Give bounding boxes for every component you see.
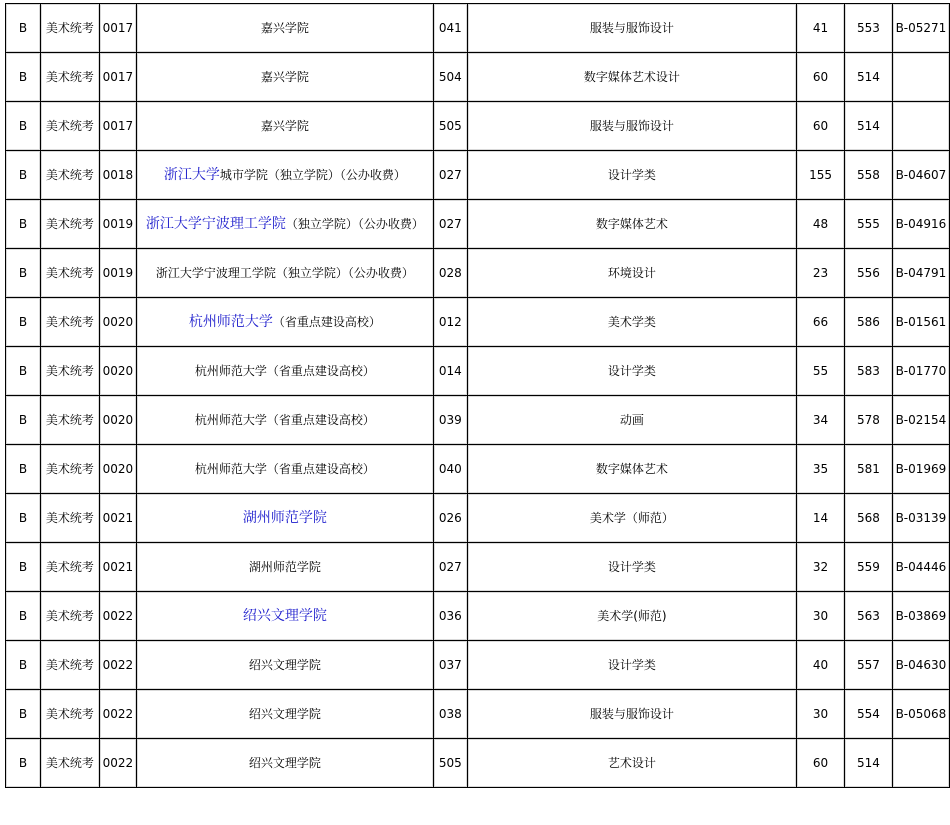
school-code-cell: 0017 <box>99 4 136 53</box>
school-name-cell <box>136 151 433 200</box>
plan-count-cell: 23 <box>797 249 845 298</box>
school-code-cell: 0020 <box>99 445 136 494</box>
table-row <box>6 102 950 151</box>
major-name-cell: 环境设计 <box>467 249 796 298</box>
category-cell: 美术统考 <box>40 102 99 151</box>
school-text: 嘉兴学院 <box>260 21 309 35</box>
school-name-cell <box>136 543 433 592</box>
school-text: 杭州师范大学（省重点建设高校） <box>194 364 375 378</box>
major-code-cell: 028 <box>433 249 467 298</box>
table-row <box>6 396 950 445</box>
school-text: 绍兴文理学院 <box>248 658 321 672</box>
major-code-cell: 014 <box>433 347 467 396</box>
school-name-cell <box>136 445 433 494</box>
major-code-cell: 041 <box>433 4 467 53</box>
school-text: 嘉兴学院 <box>260 119 309 133</box>
min-score-cell: 559 <box>845 543 893 592</box>
rank-cell: B-03139 <box>892 494 949 543</box>
plan-count-cell: 155 <box>797 151 845 200</box>
plan-count-cell: 48 <box>797 200 845 249</box>
school-code-cell: 0022 <box>99 739 136 788</box>
major-name-cell: 数字媒体艺术设计 <box>467 53 796 102</box>
school-name-cell <box>136 494 433 543</box>
category-cell: 美术统考 <box>40 347 99 396</box>
category-cell: 美术统考 <box>40 739 99 788</box>
school-code-cell: 0022 <box>99 690 136 739</box>
major-name-cell: 数字媒体艺术 <box>467 445 796 494</box>
school-name-cell <box>136 4 433 53</box>
category-cell: 美术统考 <box>40 249 99 298</box>
plan-count-cell: 32 <box>797 543 845 592</box>
batch-cell: B <box>6 641 41 690</box>
school-code-cell: 0022 <box>99 592 136 641</box>
table-row <box>6 641 950 690</box>
major-name-cell: 服装与服饰设计 <box>467 690 796 739</box>
plan-count-cell: 40 <box>797 641 845 690</box>
rank-cell: B-04791 <box>892 249 949 298</box>
school-name-cell <box>136 641 433 690</box>
school-name-cell <box>136 347 433 396</box>
school-text: 杭州师范大学（省重点建设高校） <box>194 462 375 476</box>
table-row <box>6 347 950 396</box>
school-code-cell: 0019 <box>99 200 136 249</box>
rank-cell: B-04446 <box>892 543 949 592</box>
category-cell: 美术统考 <box>40 53 99 102</box>
major-name-cell: 设计学类 <box>467 641 796 690</box>
category-cell: 美术统考 <box>40 200 99 249</box>
min-score-cell: 586 <box>845 298 893 347</box>
major-code-cell: 504 <box>433 53 467 102</box>
table-row <box>6 4 950 53</box>
major-name-cell: 服装与服饰设计 <box>467 102 796 151</box>
min-score-cell: 557 <box>845 641 893 690</box>
major-code-cell: 027 <box>433 543 467 592</box>
school-code-cell: 0019 <box>99 249 136 298</box>
major-name-cell: 美术学(师范) <box>467 592 796 641</box>
school-name-cell <box>136 690 433 739</box>
category-cell: 美术统考 <box>40 641 99 690</box>
table-row <box>6 445 950 494</box>
school-code-cell: 0021 <box>99 543 136 592</box>
batch-cell: B <box>6 53 41 102</box>
min-score-cell: 514 <box>845 739 893 788</box>
major-name-cell: 数字媒体艺术 <box>467 200 796 249</box>
rank-cell: B-04630 <box>892 641 949 690</box>
school-name-cell <box>136 592 433 641</box>
rank-cell: B-05271 <box>892 4 949 53</box>
category-cell: 美术统考 <box>40 298 99 347</box>
school-link[interactable]: 杭州师范大学 <box>188 314 273 330</box>
school-link[interactable]: 浙江大学 <box>163 167 220 183</box>
min-score-cell: 556 <box>845 249 893 298</box>
major-name-cell: 艺术设计 <box>467 739 796 788</box>
rank-cell: B-05068 <box>892 690 949 739</box>
batch-cell: B <box>6 592 41 641</box>
school-name-cell <box>136 739 433 788</box>
school-code-cell: 0020 <box>99 298 136 347</box>
school-code-cell: 0020 <box>99 347 136 396</box>
category-cell: 美术统考 <box>40 592 99 641</box>
table-row <box>6 53 950 102</box>
school-text: 杭州师范大学（省重点建设高校） <box>194 413 375 427</box>
school-text: 绍兴文理学院 <box>248 707 321 721</box>
major-code-cell: 505 <box>433 102 467 151</box>
batch-cell: B <box>6 543 41 592</box>
school-text: 城市学院（独立学院）（公办收费） <box>219 168 406 182</box>
school-name-cell <box>136 102 433 151</box>
school-name-cell <box>136 298 433 347</box>
plan-count-cell: 60 <box>797 53 845 102</box>
plan-count-cell: 60 <box>797 102 845 151</box>
school-name-cell <box>136 249 433 298</box>
min-score-cell: 558 <box>845 151 893 200</box>
school-text: 嘉兴学院 <box>260 70 309 84</box>
admission-table <box>5 3 950 788</box>
school-code-cell: 0017 <box>99 102 136 151</box>
rank-cell: B-01969 <box>892 445 949 494</box>
table-row <box>6 543 950 592</box>
batch-cell: B <box>6 4 41 53</box>
category-cell: 美术统考 <box>40 543 99 592</box>
min-score-cell: 583 <box>845 347 893 396</box>
major-code-cell: 038 <box>433 690 467 739</box>
rank-cell <box>892 102 949 151</box>
major-code-cell: 027 <box>433 200 467 249</box>
school-text: （独立学院）（公办收费） <box>285 217 424 231</box>
rank-cell: B-04916 <box>892 200 949 249</box>
batch-cell: B <box>6 739 41 788</box>
school-link[interactable]: 湖州师范学院 <box>242 510 327 526</box>
major-code-cell: 027 <box>433 151 467 200</box>
major-name-cell: 美术学类 <box>467 298 796 347</box>
table-row <box>6 151 950 200</box>
major-name-cell: 设计学类 <box>467 347 796 396</box>
category-cell: 美术统考 <box>40 396 99 445</box>
rank-cell: B-01561 <box>892 298 949 347</box>
school-code-cell: 0021 <box>99 494 136 543</box>
major-code-cell: 037 <box>433 641 467 690</box>
major-code-cell: 012 <box>433 298 467 347</box>
major-code-cell: 036 <box>433 592 467 641</box>
major-code-cell: 039 <box>433 396 467 445</box>
school-link[interactable]: 绍兴文理学院 <box>242 608 327 624</box>
plan-count-cell: 41 <box>797 4 845 53</box>
table-row <box>6 200 950 249</box>
major-name-cell: 设计学类 <box>467 151 796 200</box>
school-text: 绍兴文理学院 <box>248 756 321 770</box>
category-cell: 美术统考 <box>40 151 99 200</box>
min-score-cell: 514 <box>845 102 893 151</box>
school-name-cell <box>136 396 433 445</box>
school-text: （省重点建设高校） <box>272 315 381 329</box>
batch-cell: B <box>6 445 41 494</box>
rank-cell: B-04607 <box>892 151 949 200</box>
batch-cell: B <box>6 200 41 249</box>
table-row <box>6 690 950 739</box>
major-name-cell: 动画 <box>467 396 796 445</box>
rank-cell: B-01770 <box>892 347 949 396</box>
rank-cell <box>892 53 949 102</box>
table-row <box>6 739 950 788</box>
min-score-cell: 568 <box>845 494 893 543</box>
batch-cell: B <box>6 102 41 151</box>
batch-cell: B <box>6 298 41 347</box>
min-score-cell: 581 <box>845 445 893 494</box>
table-row <box>6 249 950 298</box>
category-cell: 美术统考 <box>40 494 99 543</box>
school-code-cell: 0022 <box>99 641 136 690</box>
min-score-cell: 554 <box>845 690 893 739</box>
plan-count-cell: 66 <box>797 298 845 347</box>
batch-cell: B <box>6 494 41 543</box>
school-code-cell: 0018 <box>99 151 136 200</box>
major-name-cell: 服装与服饰设计 <box>467 4 796 53</box>
major-name-cell: 美术学（师范） <box>467 494 796 543</box>
batch-cell: B <box>6 347 41 396</box>
major-name-cell: 设计学类 <box>467 543 796 592</box>
min-score-cell: 578 <box>845 396 893 445</box>
school-code-cell: 0020 <box>99 396 136 445</box>
table-row <box>6 298 950 347</box>
plan-count-cell: 14 <box>797 494 845 543</box>
min-score-cell: 563 <box>845 592 893 641</box>
rank-cell: B-03869 <box>892 592 949 641</box>
batch-cell: B <box>6 690 41 739</box>
school-text: 湖州师范学院 <box>248 560 321 574</box>
plan-count-cell: 35 <box>797 445 845 494</box>
category-cell: 美术统考 <box>40 690 99 739</box>
school-name-cell <box>136 200 433 249</box>
school-code-cell: 0017 <box>99 53 136 102</box>
category-cell: 美术统考 <box>40 445 99 494</box>
min-score-cell: 555 <box>845 200 893 249</box>
major-code-cell: 026 <box>433 494 467 543</box>
rank-cell <box>892 739 949 788</box>
min-score-cell: 553 <box>845 4 893 53</box>
category-cell: 美术统考 <box>40 4 99 53</box>
school-link[interactable]: 浙江大学宁波理工学院 <box>145 216 286 232</box>
plan-count-cell: 60 <box>797 739 845 788</box>
major-code-cell: 505 <box>433 739 467 788</box>
plan-count-cell: 30 <box>797 690 845 739</box>
rank-cell: B-02154 <box>892 396 949 445</box>
batch-cell: B <box>6 396 41 445</box>
plan-count-cell: 30 <box>797 592 845 641</box>
major-code-cell: 040 <box>433 445 467 494</box>
min-score-cell: 514 <box>845 53 893 102</box>
table-row <box>6 494 950 543</box>
table-row <box>6 592 950 641</box>
batch-cell: B <box>6 151 41 200</box>
batch-cell: B <box>6 249 41 298</box>
plan-count-cell: 55 <box>797 347 845 396</box>
plan-count-cell: 34 <box>797 396 845 445</box>
table-body <box>6 4 950 788</box>
school-text: 浙江大学宁波理工学院（独立学院）（公办收费） <box>155 266 414 280</box>
school-name-cell <box>136 53 433 102</box>
